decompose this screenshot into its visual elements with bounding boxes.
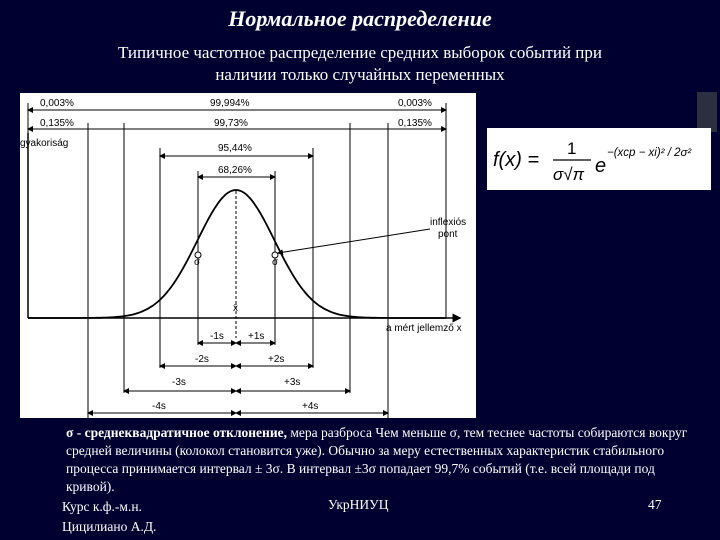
sigma-left-label: σ bbox=[194, 257, 201, 268]
footer-author-line-2: Цицилиано А.Д. bbox=[62, 519, 157, 534]
pct-1s-center: 68,26% bbox=[218, 165, 252, 176]
pct-6s-left: 0,003% bbox=[40, 98, 74, 109]
label-p1s: +1s bbox=[248, 331, 265, 342]
sigma-term: - среднеквадратичное отклонение, bbox=[73, 425, 287, 440]
footer-organization: УкрНИУЦ bbox=[328, 497, 389, 512]
footer-author-line-1: Курс к.ф.-м.н. bbox=[62, 499, 142, 514]
bell-curve bbox=[28, 190, 446, 318]
pct-6s-center: 99,994% bbox=[210, 98, 250, 109]
formula-base: e bbox=[595, 155, 607, 177]
label-p3s: +3s bbox=[284, 377, 301, 388]
formula-exponent: −(xcp − xi)² / 2σ² bbox=[607, 147, 692, 159]
normal-distribution-diagram bbox=[20, 93, 476, 418]
label-m1s: -1s bbox=[210, 331, 224, 342]
pct-3s-center: 99,73% bbox=[214, 118, 248, 129]
x-axis-label: a mért jellemző x bbox=[386, 323, 462, 334]
formula-denominator: σ√π bbox=[553, 165, 584, 184]
density-formula bbox=[487, 128, 711, 190]
formula-numerator: 1 bbox=[567, 139, 577, 158]
sigma-description bbox=[66, 424, 696, 496]
label-m4s: -4s bbox=[152, 401, 166, 412]
mean-label: x̄ bbox=[233, 303, 238, 314]
sigma-right-label: σ bbox=[272, 257, 279, 268]
label-m3s: -3s bbox=[172, 377, 186, 388]
formula-lhs: f(x) = bbox=[493, 149, 540, 171]
slide-subtitle bbox=[20, 42, 700, 86]
label-p2s: +2s bbox=[268, 354, 285, 365]
label-p4s: +4s bbox=[302, 401, 319, 412]
y-axis-label: gyakoriság bbox=[20, 138, 69, 149]
subtitle-line-1: Типичное частотное распределение средних выборок событий при bbox=[117, 43, 603, 62]
page-number: 47 bbox=[648, 497, 662, 512]
diagram-canvas bbox=[20, 93, 476, 418]
pct-2s-center: 95,44% bbox=[218, 143, 252, 154]
sigma-explanation: мера разброса Чем меньше σ, тем теснее частоты собираются вокруг средней величины (колокол становится уже). Обычно за меру естественных характеристик стабильного процесса принимается интервал ± 3σ. В интервал ±3σ попадает 99,7% событий (т.е. всей площади под кривой). bbox=[66, 425, 688, 494]
slide-title: Нормальное распределение bbox=[228, 6, 492, 31]
axes bbox=[28, 133, 460, 318]
footer-author bbox=[62, 497, 156, 537]
pct-6s-right: 0,003% bbox=[398, 98, 432, 109]
inflection-label-1: inflexiós bbox=[430, 217, 467, 228]
side-decoration bbox=[697, 92, 717, 132]
formula-canvas bbox=[487, 128, 711, 190]
label-m2s: -2s bbox=[195, 354, 209, 365]
subtitle-line-2: наличии только случайных переменных bbox=[215, 65, 505, 84]
pct-3s-left: 0,135% bbox=[40, 118, 74, 129]
sigma-symbol: σ bbox=[66, 425, 74, 440]
sigma-ranges bbox=[88, 343, 388, 413]
inflection-pointer bbox=[278, 229, 430, 253]
pct-3s-right: 0,135% bbox=[398, 118, 432, 129]
inflection-label-2: pont bbox=[438, 229, 458, 240]
